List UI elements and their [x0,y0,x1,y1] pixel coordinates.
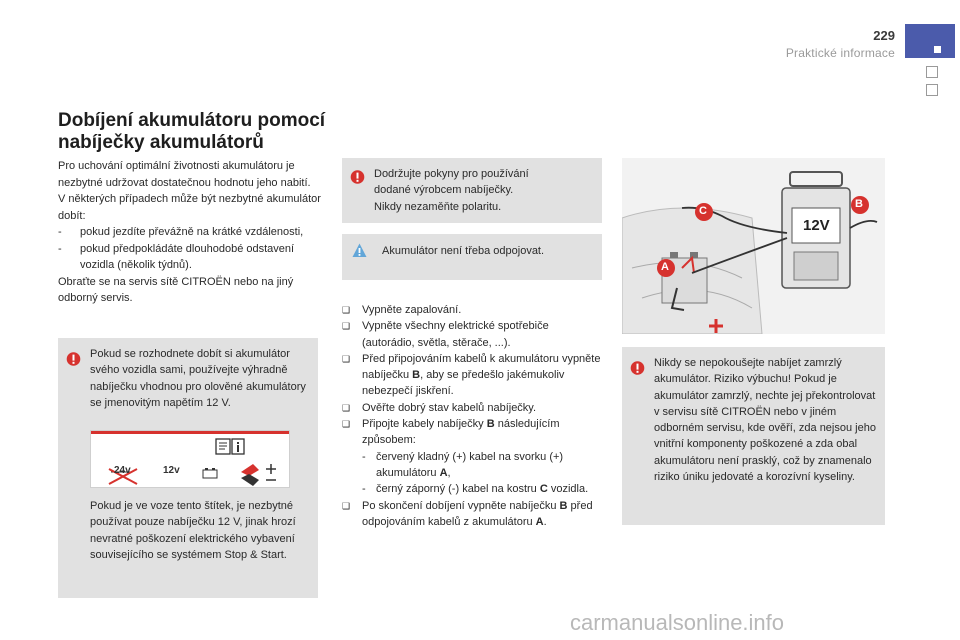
stop-start-sticker [90,430,290,488]
warning-text: Nikdy se nepokoušejte nabíjet zamrzlý akumulátor. Riziko výbuchu! Pokud je akumulátor zamrzlý, nechte jej překontrolovat v servisu sítě CITROËN nebo v jiném odborném servisu, kde ověří, zda nejsou jeho vnitřní komponenty poškozené a zda obal akumulátoru není prasklý, což by znamenalo riziko úniku jedovaté a korozívní kyseliny. [654,357,876,484]
warning-icon [630,361,645,375]
section-title: Praktické informace [785,46,895,60]
list-item: - pokud jezdíte převážně na krátké vzdálenosti, [58,224,323,241]
list-item: ❑ Po skončení dobíjení vypněte nabíječku B před odpojováním kabelů z akumulátoru A. [342,499,593,528]
warning-icon [350,170,365,184]
list-subitem: - černý záporný (-) kabel na kostru C vozidla. [362,483,589,496]
page-number: 229 [873,28,895,43]
warning-text: Dodržujte pokyny pro používání dodané výrobcem nabíječky. Nikdy nezaměňte polaritu. [374,168,529,213]
procedure-steps [342,302,604,530]
intro-text [58,158,323,307]
info-panel-disconnect [342,234,602,280]
warning-text: Pokud se rozhodnete dobít si akumulátor svého vozidla sami, používejte výhradně nabíječku vhodnou pro olověné akumulátory se jmenovitým napětím 12 V. [90,348,306,409]
list-item: ❑ Před připojováním kabelů k akumulátoru vypněte nabíječku B, aby se předešlo jakémukoliv nebezpečí jiskření. [342,352,601,398]
list-item: ❑ Vypněte zapalování. [342,304,462,316]
warning-icon [66,352,81,366]
info-text: Akumulátor není třeba odpojovat. [382,245,545,257]
sticker-graphic [91,434,289,487]
dash: - [58,226,62,238]
list-item: ❑ Připojte kabely nabíječky B následujícím způsobem: [342,418,560,447]
list-item: ❑ Vypněte všechny elektrické spotřebiče (autorádio, světla, stěrače, ...). [342,320,549,349]
intro-paragraph: Pro uchování optimální životnosti akumulátoru je nezbytné udržovat dostatečnou hodnotu jeho nabití. [58,160,311,189]
list-item: - pokud předpokládáte dlouhodobé odstavení vozidla (několik týdnů). [58,241,323,274]
watermark: carmanualsonline.info [570,610,785,635]
voltage-label: 12V [803,217,830,234]
battery-charger-drawing [622,158,885,334]
chapter-tab-empty[interactable] [926,84,938,96]
dash: - [58,242,62,255]
sticker-label-24v: 24v [114,465,131,476]
label-b: B [855,198,863,210]
warning-panel-polarity [342,158,602,223]
label-a: A [661,261,669,273]
chapter-tab-active[interactable] [905,24,955,58]
sticker-label-12v: 12v [163,465,180,476]
chapter-tab-empty[interactable] [926,66,938,78]
warning-panel-frozen [622,347,885,525]
intro-paragraph: Obraťte se na servis sítě CITROËN nebo na jiný odborný servis. [58,275,294,304]
intro-paragraph: V některých případech může být nezbytné akumulátor dobít: [58,193,321,222]
list-item: ❑ Ověřte dobrý stav kabelů nabíječky. [342,401,537,414]
charger-illustration [622,158,885,334]
label-c: C [699,205,707,217]
page-title: Dobíjení akumulátoru pomocí nabíječky akumulátorů [58,110,326,153]
tab-square-icon [934,46,941,53]
info-icon [352,243,367,258]
list-subitem: - červený kladný (+) kabel na svorku (+) akumulátoru A, [362,450,564,479]
warning-text: Pokud je ve voze tento štítek, je nezbytné používat pouze nabíječku 12 V, jinak hrozí nevratné poškození elektrického vybavení souvisejícího se systémem Stop & Start. [90,500,296,561]
